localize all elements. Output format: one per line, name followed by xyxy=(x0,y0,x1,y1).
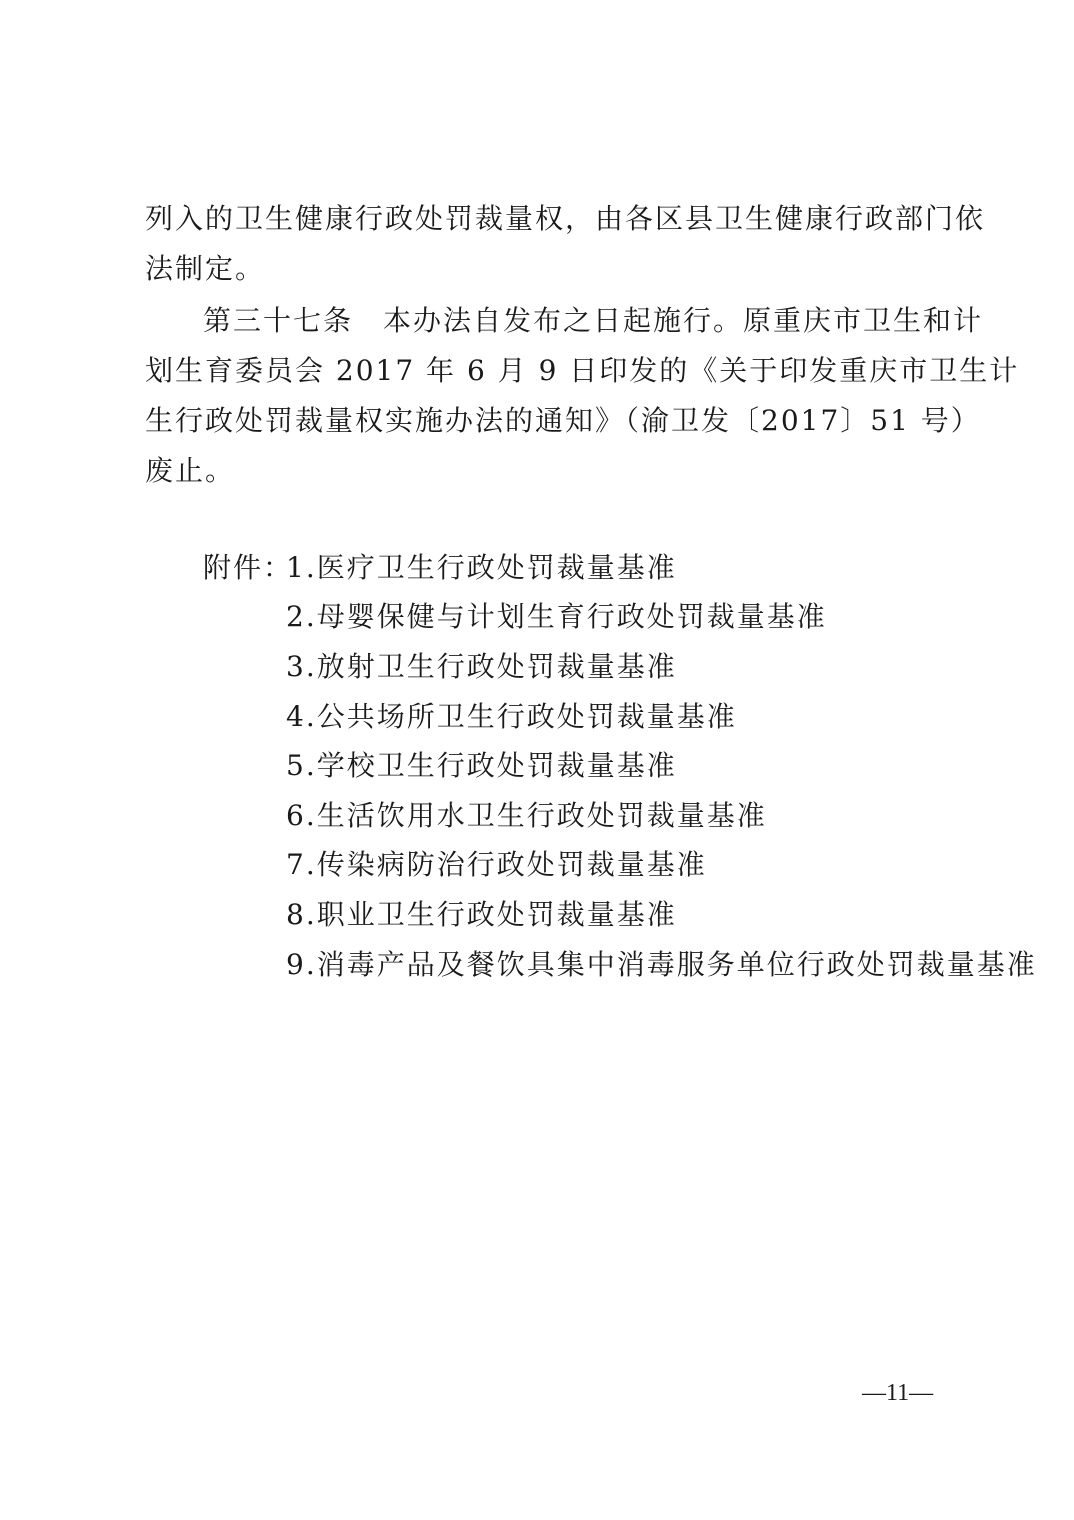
paragraph-2-line-2: 划生育委员会 2017 年 6 月 9 日印发的《关于印发重庆市卫生计 xyxy=(145,354,1020,387)
paragraph-1-line-2: 法制定。 xyxy=(145,252,266,285)
attachment-item-7: 7.传染病防治行政处罚裁量基准 xyxy=(286,848,707,881)
paragraph-2-line-4: 废止。 xyxy=(145,454,236,487)
paragraph-1-line-1: 列入的卫生健康行政处罚裁量权，由各区县卫生健康行政部门依 xyxy=(145,202,986,235)
attachments-label: 附件： xyxy=(203,551,294,584)
paragraph-2-line-1: 第三十七条 本办法自发布之日起施行。原重庆市卫生和计 xyxy=(203,304,984,337)
attachment-item-2: 2.母婴保健与计划生育行政处罚裁量基准 xyxy=(286,600,827,633)
attachment-item-8: 8.职业卫生行政处罚裁量基准 xyxy=(286,898,677,931)
attachment-item-6: 6.生活饮用水卫生行政处罚裁量基准 xyxy=(286,799,767,832)
page-number: —11— xyxy=(862,1380,934,1406)
attachment-item-1: 1.医疗卫生行政处罚裁量基准 xyxy=(286,551,677,584)
attachment-item-4: 4.公共场所卫生行政处罚裁量基准 xyxy=(286,700,737,733)
attachment-item-3: 3.放射卫生行政处罚裁量基准 xyxy=(286,650,677,683)
attachment-item-9: 9.消毒产品及餐饮具集中消毒服务单位行政处罚裁量基准 xyxy=(286,948,1037,981)
paragraph-2-line-3: 生行政处罚裁量权实施办法的通知》（渝卫发〔2017〕51 号） xyxy=(145,404,981,437)
attachment-item-5: 5.学校卫生行政处罚裁量基准 xyxy=(286,749,677,782)
